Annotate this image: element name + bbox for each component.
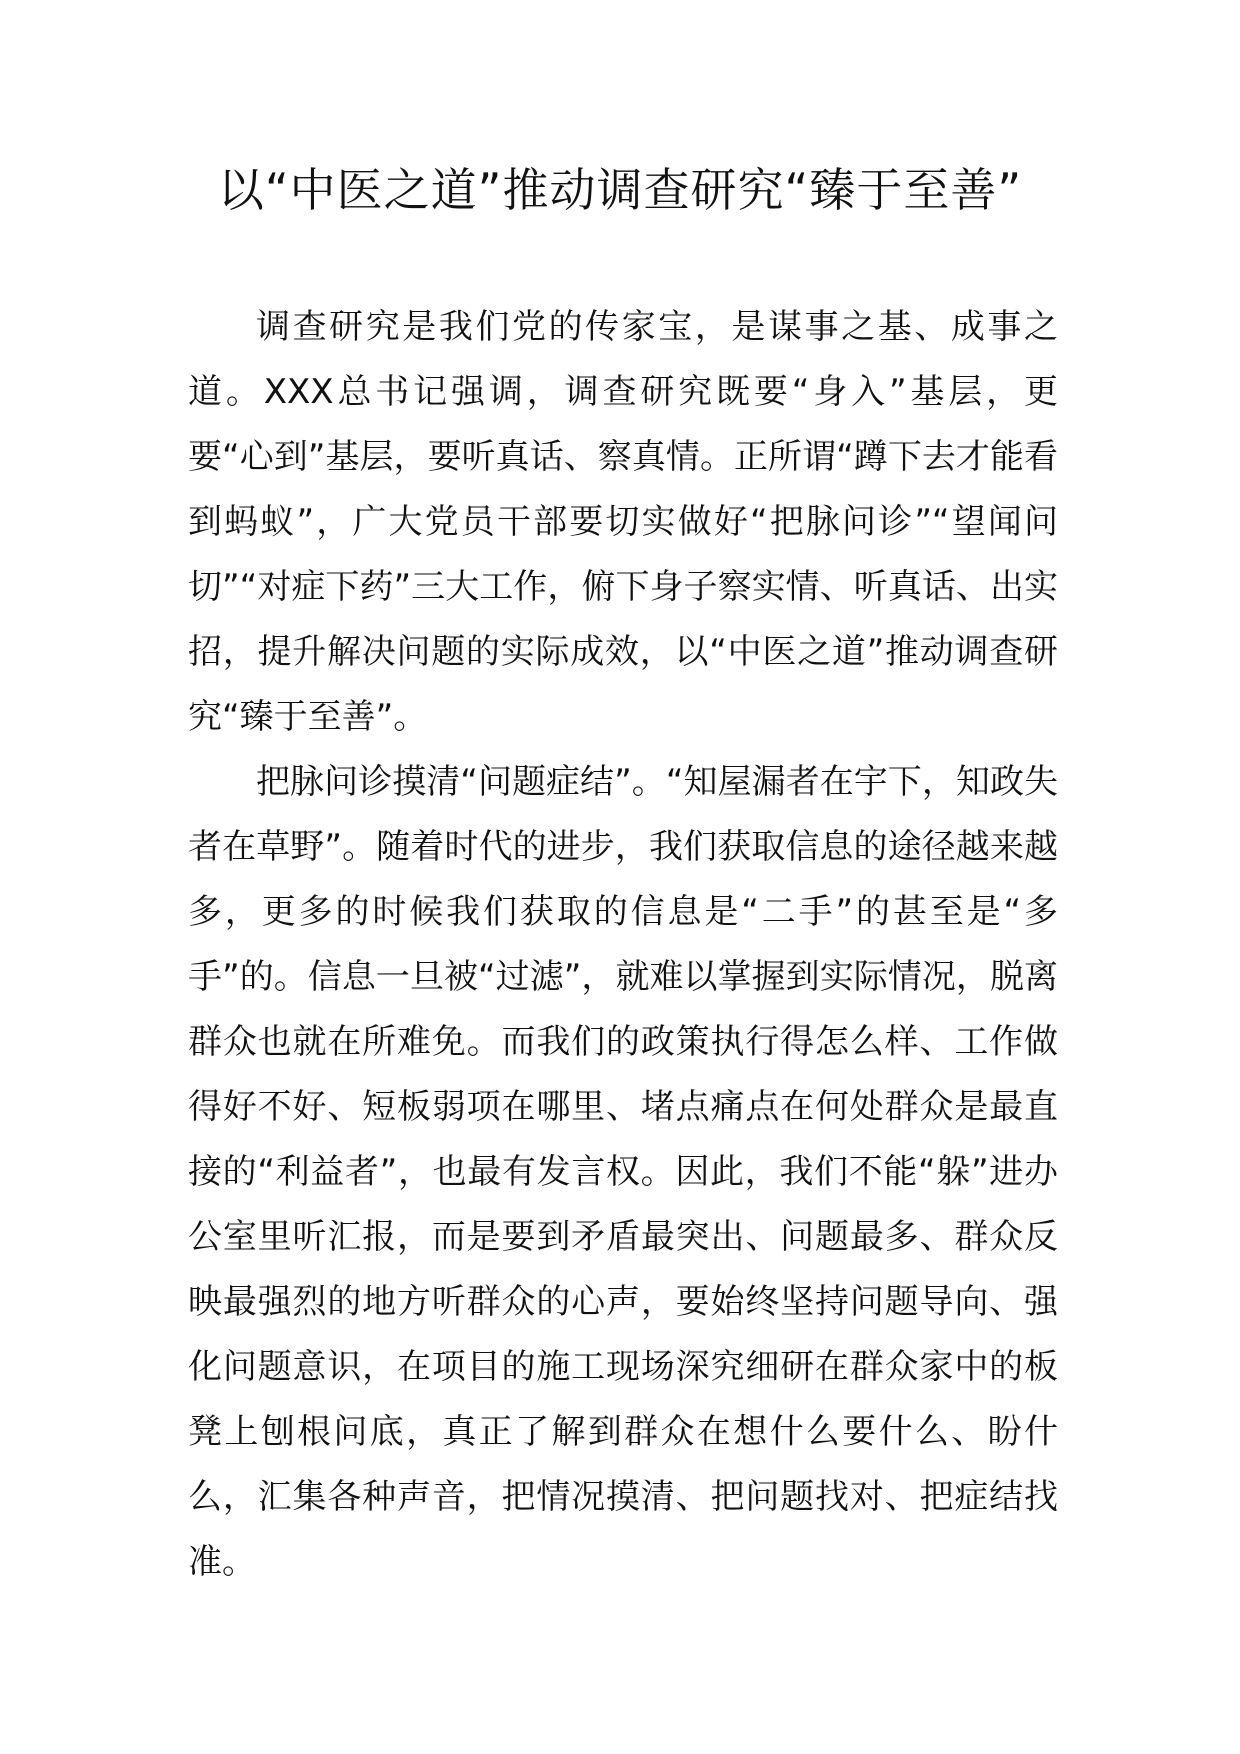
document-title: 以“中医之道”推动调查研究“臻于至善” [217,163,1023,217]
paragraph-intro: 调查研究是我们党的传家宝，是谋事之基、成事之道。XXX总书记强调，调查研究既要“身入”基层，更要“心到”基层，要听真话、察真情。正所谓“蹲下去才能看到蚂蚁”，广大党员干部要切实做好“把脉问诊”“望闻问切”“对症下药”三大工作，俯下身子察实情、听真话、出实招，提升解决问题的实际成效，以“中医之道”推动调查研究“臻于至善”。 [188,307,1058,737]
paragraph-diagnosis: 把脉问诊摸清“问题症结”。“知屋漏者在宇下，知政失者在草野”。随着时代的进步，我们获取信息的途径越来越多，更多的时候我们获取的信息是“二手”的甚至是“多手”的。信息一旦被“过滤”，就难以掌握到实际情况，脱离群众也就在所难免。而我们的政策执行得怎么样、工作做得好不好、短板弱项在哪里、堵点痛点在何处群众是最直接的“利益者”，也最有发言权。因此，我们不能“躲”进办公室里听汇报，而是要到矛盾最突出、问题最多、群众反映最强烈的地方听群众的心声，要始终坚持问题导向、强化问题意识，在项目的施工现场深究细研在群众家中的板凳上刨根问底，真正了解到群众在想什么要什么、盼什么，汇集各种声音，把情况摸清、把问题找对、把症结找准。 [188,762,1058,1582]
document-body [188,295,1058,1595]
